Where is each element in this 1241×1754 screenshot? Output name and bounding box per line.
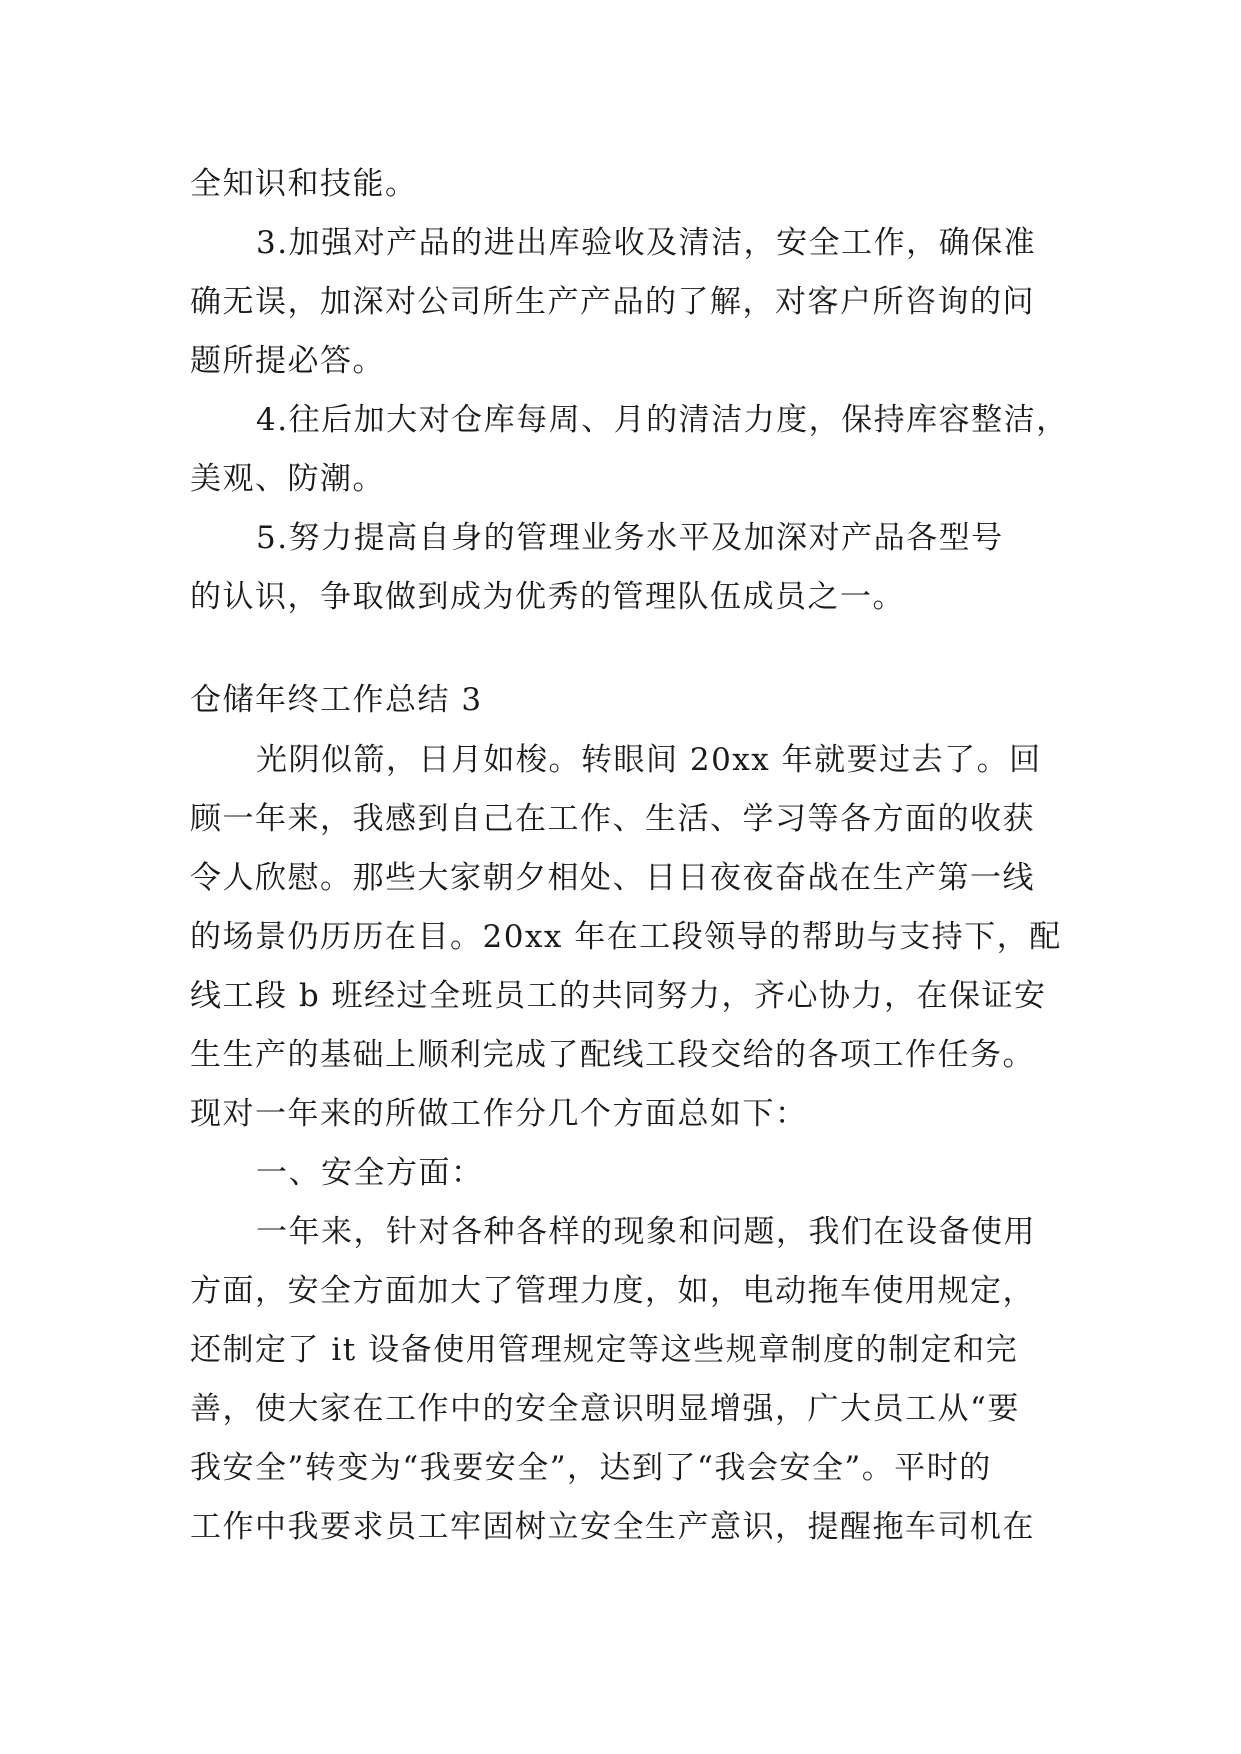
text-line: 全知识和技能。 xyxy=(190,166,418,202)
text-line: 题所提必答。 xyxy=(190,343,385,379)
text-line: 的认识，争取做到成为优秀的管理队伍成员之一。 xyxy=(190,579,905,615)
paragraph-line: 的场景仍历历在目。20xx 年在工段领导的帮助与支持下，配 xyxy=(190,919,1062,955)
list-item-4: 4.往后加大对仓库每周、月的清洁力度，保持库容整洁， xyxy=(256,402,1069,438)
text-line: 美观、防潮。 xyxy=(190,461,385,497)
paragraph-line: 生生产的基础上顺利完成了配线工段交给的各项工作任务。 xyxy=(190,1037,1035,1073)
paragraph-line: 工作中我要求员工牢固树立安全生产意识，提醒拖车司机在 xyxy=(190,1509,1035,1545)
paragraph-line: 线工段 b 班经过全班员工的共同努力，齐心协力，在保证安 xyxy=(190,978,1047,1014)
paragraph-line: 光阴似箭，日月如梭。转眼间 20xx 年就要过去了。回 xyxy=(256,742,1042,778)
list-item-3: 3.加强对产品的进出库验收及清洁，安全工作，确保准 xyxy=(256,225,1037,261)
paragraph-line: 顾一年来，我感到自己在工作、生活、学习等各方面的收获 xyxy=(190,801,1035,837)
section-title: 仓储年终工作总结 3 xyxy=(190,682,483,718)
paragraph-line: 方面，安全方面加大了管理力度，如，电动拖车使用规定， xyxy=(190,1273,1035,1309)
paragraph-line: 一年来，针对各种各样的现象和问题，我们在设备使用 xyxy=(256,1214,1036,1250)
list-item-5: 5.努力提高自身的管理业务水平及加深对产品各型号 xyxy=(256,520,1004,556)
subsection-heading: 一、安全方面： xyxy=(256,1155,484,1191)
paragraph-line: 令人欣慰。那些大家朝夕相处、日日夜夜奋战在生产第一线 xyxy=(190,860,1035,896)
paragraph-line: 善，使大家在工作中的安全意识明显增强，广大员工从“要 xyxy=(190,1391,1020,1427)
paragraph-line: 还制定了 it 设备使用管理规定等这些规章制度的制定和完 xyxy=(190,1332,1019,1368)
paragraph-line: 现对一年来的所做工作分几个方面总如下： xyxy=(190,1096,808,1132)
paragraph-line: 我安全”转变为“我要安全”，达到了“我会安全”。平时的 xyxy=(190,1450,992,1486)
text-line: 确无误，加深对公司所生产产品的了解，对客户所咨询的问 xyxy=(190,284,1035,320)
